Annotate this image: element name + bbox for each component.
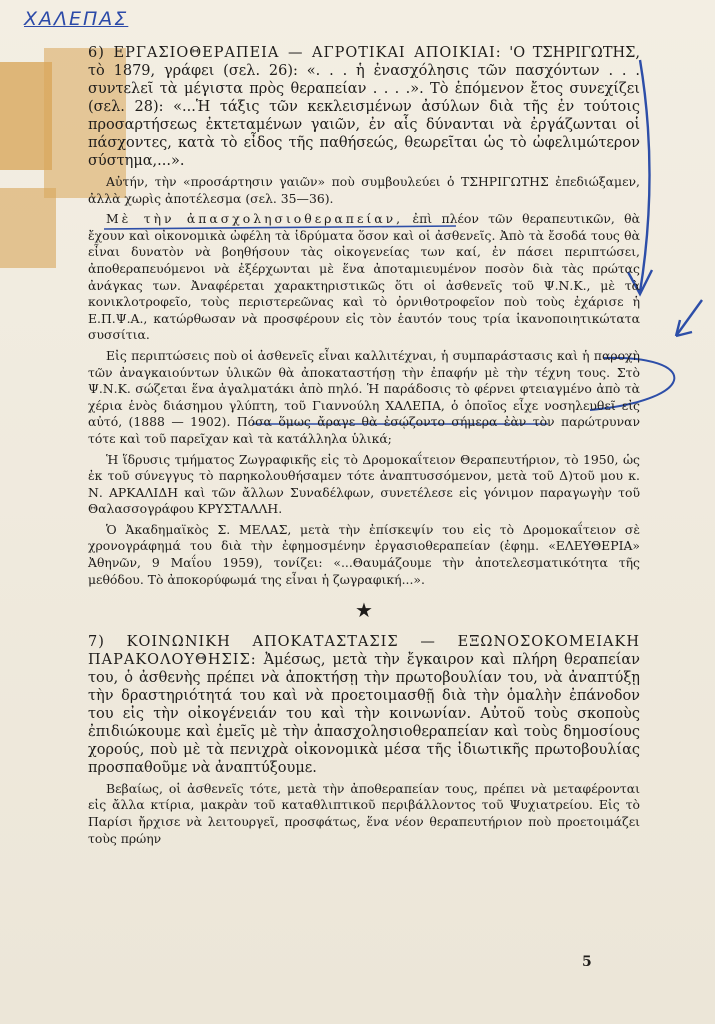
section-6-paragraph-4b: Ἡ παράδοσις τὸ φέρνει φτειαγμένο ἀπὸ τὰ χέρια ἑνὸς διάσημου γλύπτη, τοῦ Γιαννούλη ΧΑΛΕΠΑ, ὁ ὁποῖος εἶχε νοσηλευθεῖ εἰς αὐτό, (1888 — 1902). Πόσα ὅμως ἄραγε θὰ ἐσῴζοντο σήμερα ἐὰν τὸν παρώτρυναν τότε καὶ τοῦ παρεῖχαν καὶ τὰ κατάλληλα ὑλικά; (88, 381, 640, 446)
section-6-heading: 6) ΕΡΓΑΣΙΟΘΕΡΑΠΕΙΑ — ΑΓΡΟΤΙΚΑΙ ΑΠΟΙΚΙΑΙ: (88, 45, 502, 61)
section-6-paragraph-4a: Εἰς περιπτώσεις ποὺ οἱ ἀσθενεῖς εἶναι καλλιτέχναι, ἡ συμπαράστασις καὶ ἡ παροχὴ τῶν ἀναγκαιούντων ὑλικῶν θὰ ἀποκαταστήσῃ τὴν ἐπαφήν μὲ τὴν τέχνη τους. (88, 347, 640, 380)
article-body (88, 44, 640, 851)
section-6-paragraph-3: ἐπὶ πλέον τῶν θεραπευτικῶν, θὰ ἔχουν καὶ οἰκονομικὰ ὠφέλη τὰ ἱδρύματα ὅσον καὶ οἱ ἀσθενεῖς. Ἀπὸ τὰ ἔσοδά τους θὰ εἶναι δυνατὸν νὰ βοηθήσουν τὰς οἰκογενείας των καί, ἐν πάσει περιπτώσει, ἀποθεραπευόμενοι νὰ ἐξέρχωνται μὲ ἕνα ἀποταμιευμένον ποσὸν διὰ τὰς πρώτας ἀνάγκας των. Ἀναφέρεται χαρακτηριστικῶς ὅτι οἱ ἀσθενεῖς τοῦ Ψ.Ν.Κ., μὲ τὰ κονικλοτροφεῖο, τοὺς περιστερεῶνας καὶ τὸ ὀρνιθοτροφεῖον ποὺ τοὺς ἐχάρισε ἡ Ε.Π.Ψ.Α., κατώρθωσαν νὰ προσφέρουν εἰς τὸν ἑαυτόν τους τρία ἱκανοποιητικώτατα συσσίτια. (88, 211, 640, 343)
section-6-paragraph-5: Ἡ ἵδρυσις τμήματος Ζωγραφικῆς εἰς τὸ Δρομοκαΐτειον Θεραπευτήριον, τὸ 1950, ὡς ἐκ τοῦ σύνεγγυς τὸ παρηκολουθήσαμεν τότε ἀναπτυσσόμενον, μετὰ τοῦ Δ)τοῦ μου κ. Ν. ΑΡΚΑΛΙΔΗ καὶ τῶν ἄλλων Συναδέλφων, συνετέλεσε εἰς γόνιμον παραγωγὴν τοῦ Θαλασσογράφου ΚΡΥΣΤΑΛΛΗ. (88, 451, 640, 517)
section-7-paragraph-2: Βεβαίως, οἱ ἀσθενεῖς τότε, μετὰ τὴν ἀποθεραπείαν τους, πρέπει νὰ μεταφέρονται εἰς ἄλλα κτίρια, μακρὰν τοῦ καταθλιπτικοῦ περιβάλλοντος τοῦ Ψυχιατρείου. Εἰς τὸ Παρίσι ἤρχισε νὰ λειτουργεῖ, προσφάτως, ἕνα νέον θεραπευτήριον ποὺ προετοιμάζει τοὺς πρώην (88, 780, 640, 846)
section-7 (88, 633, 640, 777)
section-7-paragraph-1: Ἀμέσως, μετὰ τὴν ἔγκαιρον καὶ πλήρη θεραπείαν του, ὁ ἀσθενὴς πρέπει νὰ ἀποκτήσῃ τὴν πρωτοβουλίαν του, νὰ ἀναπτύξῃ τὴν δραστηριότητά του καὶ νὰ προετοιμασθῇ διὰ τὴν ὁμαλὴν ἐπάνοδον του εἰς τὴν οἰκογένειάν του καὶ τὴν κοινωνίαν. Αὐτοῦ τοὺς σκοποὺς ἐπιδιώκουμε καὶ ἐμεῖς μὲ τὴν ἀπασχολησιοθεραπείαν καὶ τοὺς δημοσίους χορούς, ποὺ μὲ τὰ πενιχρὰ οἰκονομικὰ μέσα τῆς ἰδιωτικῆς πρωτοβουλίας προσπαθοῦμε νὰ ἀναπτύξουμε. (88, 651, 640, 776)
page-number: 5 (582, 954, 592, 970)
occupational-therapy-phrase: Μὲ τὴν ἀπασχολησιοθεραπείαν, (106, 211, 404, 227)
star-separator: ★ (355, 598, 373, 623)
section-6-paragraph-6: Ὁ Ἀκαδημαϊκὸς Σ. ΜΕΛΑΣ, μετὰ τὴν ἐπίσκεψίν του εἰς τὸ Δρομοκαΐτειον σὲ χρονογράφημά του διὰ τὴν ἐφημοσμένην ἐργασιοθεραπείαν (ἐφημ. «ΕΛΕΥΘΕΡΙΑ» Ἀθηνῶν, 9 Μαΐου 1959), τονίζει: «...Θαυμάζουμε τὴν ἀποτελεσματικότητα τῆς μεθόδου. Τὸ ἀποκορύφωμά της εἶναι ἡ ζωγραφική...». (88, 521, 640, 587)
section-6-paragraph-2: Αὐτήν, τὴν «προσάρτησιν γαιῶν» ποὺ συμβουλεύει ὁ ΤΣΗΡΙΓΩΤΗΣ ἐπεδιώξαμεν, ἀλλὰ χωρὶς ἀποτέλεσμα (σελ. 35—36). (88, 174, 640, 206)
section-7-heading: 7) ΚΟΙΝΩΝΙΚΗ ΑΠΟΚΑΤΑΣΤΑΣΙΣ — ΕΞΩΝΟΣΟΚΟΜΕΙΑΚΗ ΠΑΡΑΚΟΛΟΥΘΗΣΙΣ: (88, 633, 640, 668)
statuette-sentence: Στὸ Ψ.Ν.Κ. σώζεται ἕνα ἀγαλματάκι ἀπὸ πηλό. (88, 364, 640, 397)
section-6 (88, 44, 640, 170)
section-6-paragraph-1: 'Ο ΤΣΗΡΙΓΩΤΗΣ, τὸ 1879, γράφει (σελ. 26): «. . . ἡ ἐνασχόλησις τῶν πασχόντων . . . συντελεῖ τὰ μέγιστα πρὸς θεραπείαν . . . .». Τὸ ἑπόμενον ἔτος συνεχίζει (σελ. 28): «...Ἡ τάξις τῶν κεκλεισμένων ἀσύλων διὰ τῆς ἐν τούτοις προσαρτήσεως ἐκτεταμένων γαιῶν, ἐν αἷς δύνανται νὰ ἐργάζωνται οἱ πάσχοντες, κατὰ τὸ εἶδος τῆς παθήσεώς, θεωρεῖται ὡς τὸ ὠφελιμώτερον σύστημα,...». (88, 45, 641, 169)
handwritten-note: XAΛEΠAΣ (24, 8, 129, 30)
